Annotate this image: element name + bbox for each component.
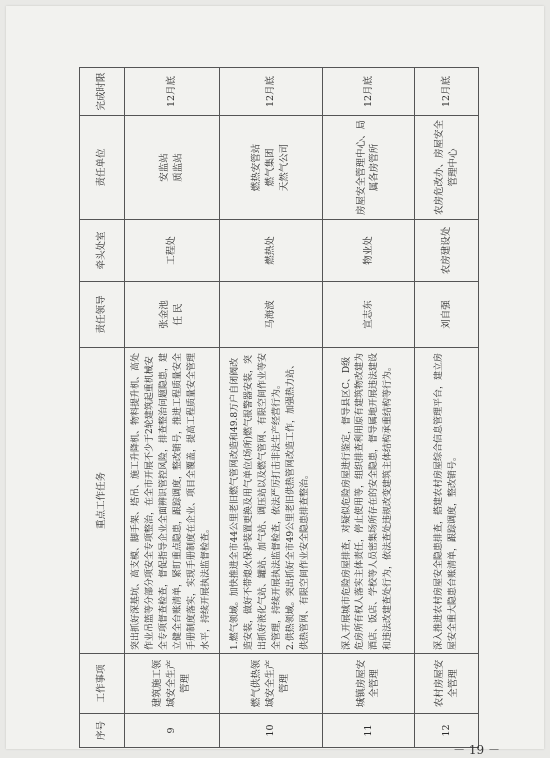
deadline: 12月底 bbox=[322, 68, 415, 116]
task-table bbox=[79, 67, 479, 748]
key-task: 突出抓好深基坑、高支模、脚手架、塔吊、施工升降机、物料提升机、高处作业吊篮等分部分项安全专项整治，在全市开展不少于2轮建筑起重机械安全专项督查检查，督促指导企业全面辨识管控风险，排查整治问题隐患，建立健全台账清单，紧盯重点隐患，跟踪调度，整改销号，推进工程质量安全手册制度落实，实现手册制度在企业、项目全覆盖，提高工程质量安全管理水平，持续开展执法监督检查。 bbox=[125, 348, 220, 654]
table-row bbox=[415, 68, 479, 748]
responsible-leader: 宣志东 bbox=[322, 282, 415, 348]
deadline: 12月底 bbox=[415, 68, 479, 116]
key-task: 1.燃气领域。加快推进全市44公里老旧燃气管网改造和49.8万户自闭阀改造安装，做好不带熄火保护装置更换及用气单位(场所)燃气报警器安装，突出抓好液化气站、罐站、加气站、调压站以及燃气管网、有限空间作业等安全管理，持续开展执法监督检查，依法严厉打击非法生产经营行为。 2.供热领域。突出抓好全市49公里老旧供热管网改造工作，加强热力站、供热管网、有限空间作业安全隐患排查整治。 bbox=[219, 348, 322, 654]
header-cell: 序号 bbox=[80, 714, 125, 748]
row-number: 11 bbox=[322, 714, 415, 748]
header-cell: 完成时限 bbox=[80, 68, 125, 116]
responsible-unit: 房屋安全管理中心、局属各房管所 bbox=[322, 116, 415, 220]
header-cell: 工作事项 bbox=[80, 654, 125, 714]
header-cell: 责任领导 bbox=[80, 282, 125, 348]
responsible-leader: 马海波 bbox=[219, 282, 322, 348]
table-row bbox=[322, 68, 415, 748]
lead-department: 物业处 bbox=[322, 220, 415, 282]
work-item: 燃气供热领域安全生产管理 bbox=[219, 654, 322, 714]
deadline: 12月底 bbox=[219, 68, 322, 116]
header-cell: 责任单位 bbox=[80, 116, 125, 220]
row-number: 12 bbox=[415, 714, 479, 748]
lead-department: 燃热处 bbox=[219, 220, 322, 282]
row-number: 9 bbox=[125, 714, 220, 748]
lead-department: 工程处 bbox=[125, 220, 220, 282]
rotated-table-wrapper bbox=[79, 68, 479, 748]
work-item: 建筑施工领域安全生产管理 bbox=[125, 654, 220, 714]
responsible-leader: 张金池 任 民 bbox=[125, 282, 220, 348]
responsible-unit: 农房危改办、房屋安全管理中心 bbox=[415, 116, 479, 220]
page-number: － 19 － bbox=[453, 743, 500, 757]
table-row bbox=[219, 68, 322, 748]
responsible-leader: 刘自强 bbox=[415, 282, 479, 348]
key-task: 深入推进农村房屋安全隐患排查，搭建农村房屋综合信息管理平台，建立房屋安全重大隐患台账清单，跟踪调度，整改销号。 bbox=[415, 348, 479, 654]
deadline: 12月底 bbox=[125, 68, 220, 116]
responsible-unit: 燃热安管站 燃气集团 天然气公司 bbox=[219, 116, 322, 220]
table-row bbox=[125, 68, 220, 748]
work-item: 农村房屋安全管理 bbox=[415, 654, 479, 714]
lead-department: 农房建设处 bbox=[415, 220, 479, 282]
document-page bbox=[6, 6, 544, 757]
header-cell: 牵头处室 bbox=[80, 220, 125, 282]
row-number: 10 bbox=[219, 714, 322, 748]
responsible-unit: 安监站 质监站 bbox=[125, 116, 220, 220]
work-item: 城镇房屋安全管理 bbox=[322, 654, 415, 714]
header-cell: 重点工作任务 bbox=[80, 348, 125, 654]
header-row bbox=[80, 68, 125, 748]
key-task: 深入开展城市危险房屋排查，对疑似危险房屋进行鉴定，督导县区C、D级危房所有权人落实主体责任，停止使用等，组织排查利用原有建筑物改建为酒店、饭店、学校等人员密集场所存在的安全隐患，督导属地开展违法建设和违法改建查处行为，依法查处违规改变建筑主体结构承重结构等行为。 bbox=[322, 348, 415, 654]
